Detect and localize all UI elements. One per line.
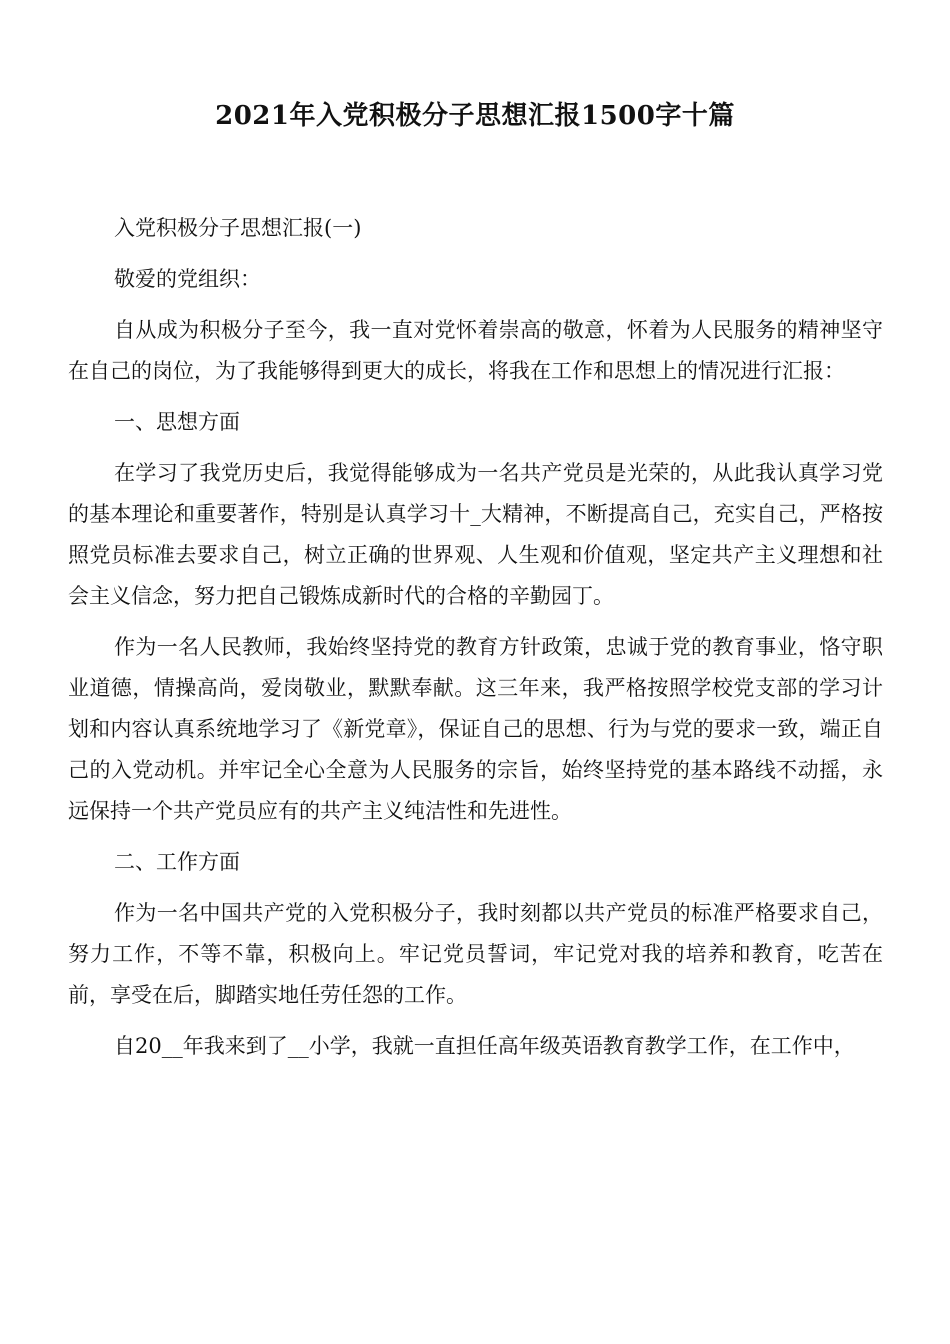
paragraph: 自从成为积极分子至今，我一直对党怀着崇高的敬意，怀着为人民服务的精神坚守在自己的岗位，为了我能够得到更大的成长，将我在工作和思想上的情况进行汇报： [68, 318, 883, 383]
section-heading: 入党积极分子思想汇报(一) [114, 216, 362, 240]
section-heading: 二、工作方面 [114, 850, 240, 874]
paragraph: 自20__年我来到了__小学，我就一直担任高年级英语教育教学工作，在工作中， [114, 1034, 855, 1058]
paragraph: 作为一名人民教师，我始终坚持党的教育方针政策，忠诚于党的教育事业，恪守职业道德，情操高尚，爱岗敬业，默默奉献。这三年来，我严格按照学校党支部的学习计划和内容认真系统地学习了《新党章》，保证自己的思想、行为与党的要求一致，端正自己的入党动机。并牢记全心全意为人民服务的宗旨，始终坚持党的基本路线不动摇，永远保持一个共产党员应有的共产主义纯洁性和先进性。 [68, 635, 883, 823]
paragraph: 作为一名中国共产党的入党积极分子，我时刻都以共产党员的标准严格要求自己，努力工作，不等不靠，积极向上。牢记党员誓词，牢记党对我的培养和教育，吃苦在前，享受在后，脚踏实地任劳任怨的工作。 [68, 901, 883, 1007]
section-heading: 一、思想方面 [114, 410, 240, 434]
paragraph: 在学习了我党历史后，我觉得能够成为一名共产党员是光荣的，从此我认真学习党的基本理论和重要著作，特别是认真学习十_大精神，不断提高自己，充实自己，严格按照党员标准去要求自己，树立正确的世界观、人生观和价值观，坚定共产主义理想和社会主义信念，努力把自己锻炼成新时代的合格的辛勤园丁。 [68, 461, 883, 608]
document-title: 2021年入党积极分子思想汇报1500字十篇 [215, 101, 735, 131]
salutation: 敬爱的党组织： [114, 267, 261, 291]
document-body [68, 208, 883, 1077]
